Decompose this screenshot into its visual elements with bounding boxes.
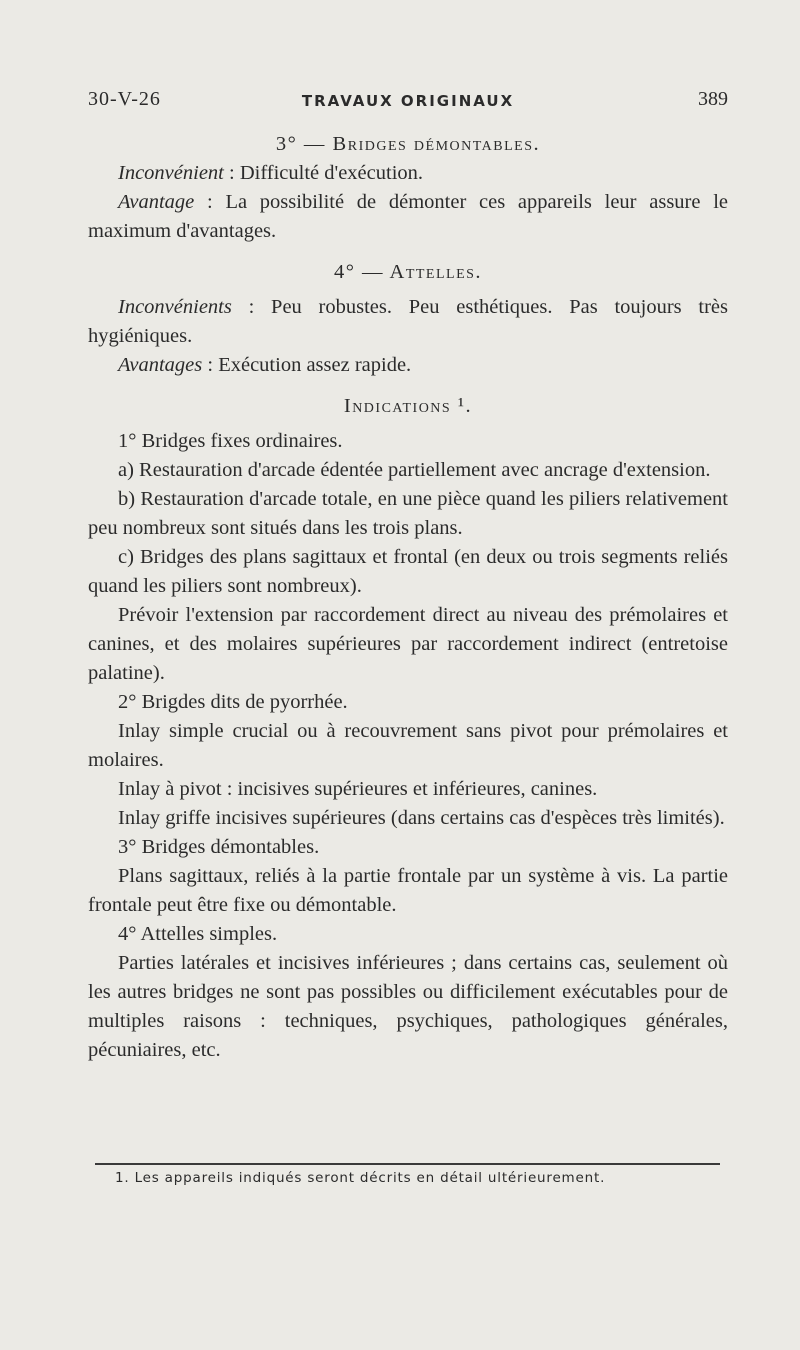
label-inconvenients: Inconvénients	[118, 296, 232, 318]
running-header	[88, 88, 728, 118]
text-avantage: : La possibilité de démonter ces appareils leur assure le maximum d'avantages.	[88, 191, 728, 242]
paragraph-inconvenients	[88, 293, 728, 351]
indication-paragraph: Plans sagittaux, reliés à la partie frontale par un système à vis. La partie frontale peut être fixe ou démontable.	[88, 865, 728, 916]
indication-paragraph: b) Restauration d'arcade totale, en une pièce quand les piliers relativement peu nombreux sont situés dans les trois plans.	[88, 488, 728, 539]
indication-paragraph: 2° Brigdes dits de pyorrhée.	[118, 691, 348, 713]
text-inconvenient: : Difficulté d'exécution.	[223, 162, 424, 184]
indication-paragraph: Inlay griffe incisives supérieures (dans certains cas d'espèces très limités).	[118, 807, 725, 829]
paragraph-avantage	[88, 188, 728, 246]
indication-paragraph: a) Restauration d'arcade édentée partiellement avec ancrage d'extension.	[118, 459, 711, 481]
indication-paragraph: Inlay simple crucial ou à recouvrement sans pivot pour prémolaires et molaires.	[88, 720, 728, 771]
page-body	[88, 130, 728, 1065]
section-heading-indications: Indications ¹.	[343, 395, 473, 417]
indication-paragraph: 3° Bridges démontables.	[118, 836, 320, 858]
indication-paragraph: Parties latérales et incisives inférieures ; dans certains cas, seulement où les autres bridges ne sont pas possibles ou difficilement exécutables pour de multiples raisons : techniques, psychiques, pathologiques générales, pécuniaires, etc.	[88, 952, 728, 1061]
label-avantages: Avantages	[118, 354, 203, 376]
text-avantages: : Exécution assez rapide.	[202, 354, 412, 376]
footnote: 1. Les appareils indiqués seront décrits en détail ultérieurement.	[115, 1170, 606, 1186]
label-avantage: Avantage	[118, 191, 195, 213]
footnote-rule	[95, 1163, 720, 1165]
paragraph-inconvenient	[88, 159, 728, 188]
indication-paragraph: 4° Attelles simples.	[118, 923, 278, 945]
header-date: 30-V-26	[88, 88, 161, 110]
header-title: TRAVAUX ORIGINAUX	[301, 92, 515, 110]
section-heading-bridges-demontables: 3° — Bridges démontables.	[275, 133, 541, 155]
indication-paragraph: c) Bridges des plans sagittaux et frontal (en deux ou trois segments reliés quand les piliers sont nombreux).	[88, 546, 728, 597]
label-inconvenient: Inconvénient	[118, 162, 224, 184]
page-number: 389	[698, 88, 728, 110]
indication-paragraph: Prévoir l'extension par raccordement direct au niveau des prémolaires et canines, et des molaires supérieures par raccordement indirect (entretoise palatine).	[88, 604, 728, 684]
text-inconvenients: : Peu robustes. Peu esthétiques. Pas toujours très hygiéniques.	[88, 296, 728, 347]
indication-paragraph: Inlay à pivot : incisives supérieures et inférieures, canines.	[118, 778, 598, 800]
indication-paragraph: 1° Bridges fixes ordinaires.	[118, 430, 343, 452]
paragraph-avantages	[88, 351, 728, 380]
section-heading-attelles: 4° — Attelles.	[333, 261, 483, 283]
